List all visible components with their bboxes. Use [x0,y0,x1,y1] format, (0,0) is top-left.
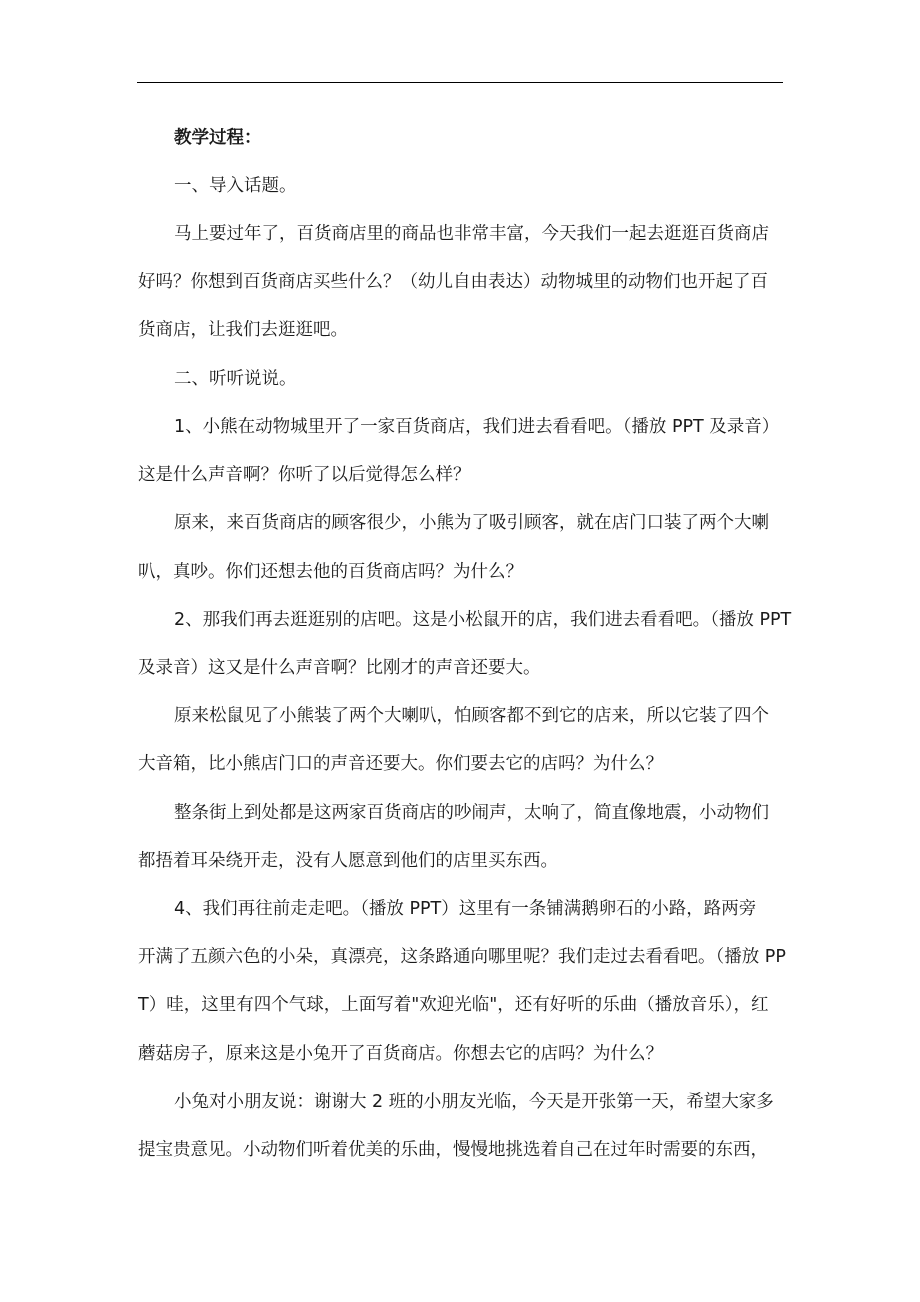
paragraph-line: 及录音）这又是什么声音啊？比刚才的声音还要大。 [138,658,541,678]
header-rule [137,82,783,83]
paragraph-line: 4、我们再往前走走吧。（播放 PPT）这里有一条铺满鹅卵石的小路，路两旁 [174,899,757,919]
heading: 教学过程： [174,128,262,148]
paragraph-line: 货商店，让我们去逛逛吧。 [138,320,348,340]
paragraph-line: 叭，真吵。你们还想去他的百货商店吗？为什么？ [138,562,523,582]
paragraph-line: 整条街上到处都是这两家百货商店的吵闹声，太响了，简直像地震，小动物们 [174,803,769,823]
paragraph-line: 这是什么声音啊？你听了以后觉得怎么样？ [138,465,471,485]
paragraph-line: 蘑菇房子，原来这是小兔开了百货商店。你想去它的店吗？为什么？ [138,1044,663,1064]
paragraph-line: 2、那我们再去逛逛别的店吧。这是小松鼠开的店，我们进去看看吧。（播放 PPT [174,610,792,630]
paragraph-line: 开满了五颜六色的小朵，真漂亮，这条路通向哪里呢？我们走过去看看吧。（播放 PP [138,947,786,967]
paragraph-line: T）哇，这里有四个气球，上面写着"欢迎光临"，还有好听的乐曲（播放音乐），红 [138,995,769,1015]
paragraph-line: 原来松鼠见了小熊装了两个大喇叭，怕顾客都不到它的店来，所以它装了四个 [174,706,769,726]
paragraph-line: 大音箱，比小熊店门口的声音还要大。你们要去它的店吗？为什么？ [138,754,663,774]
section-2-title: 二、听听说说。 [174,369,297,389]
paragraph-line: 1、小熊在动物城里开了一家百货商店，我们进去看看吧。（播放 PPT 及录音） [174,417,780,437]
paragraph-line: 小兔对小朋友说：谢谢大 2 班的小朋友光临，今天是开张第一天，希望大家多 [174,1092,774,1112]
section-1-title: 一、导入话题。 [174,176,297,196]
paragraph-line: 马上要过年了，百货商店里的商品也非常丰富，今天我们一起去逛逛百货商店 [174,224,769,244]
paragraph-line: 好吗？你想到百货商店买些什么？（幼儿自由表达）动物城里的动物们也开起了百 [138,272,768,292]
paragraph-line: 都捂着耳朵绕开走，没有人愿意到他们的店里买东西。 [138,851,558,871]
paragraph-line: 原来，来百货商店的顾客很少，小熊为了吸引顾客，就在店门口装了两个大喇 [174,513,769,533]
paragraph-line: 提宝贵意见。小动物们听着优美的乐曲，慢慢地挑选着自己在过年时需要的东西， [138,1140,768,1160]
